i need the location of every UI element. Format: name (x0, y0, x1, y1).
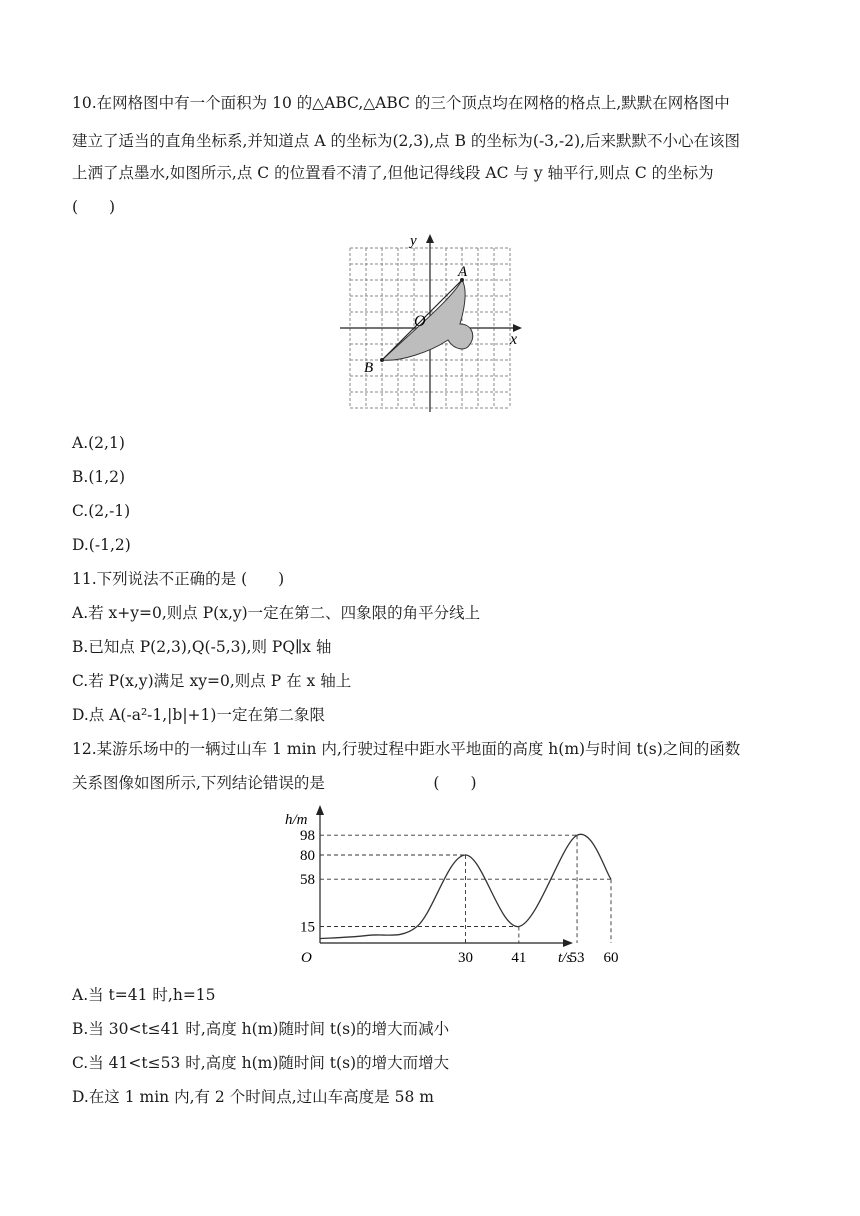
chart-tick-labels (300, 828, 619, 966)
point-b (380, 358, 384, 362)
x-tick-41: 41 (511, 950, 527, 966)
q10-option-c: C.(2,-1) (72, 502, 131, 520)
q12-stem-line-1: 12.某游乐场中的一辆过山车 1 min 内,行驶过程中距水平地面的高度 h(m)与时间 t(s)之间的函数 (72, 740, 741, 758)
y-tick-15: 15 (300, 919, 315, 936)
q12-option-a: A.当 t=41 时,h=15 (72, 986, 216, 1004)
y-axis-label: y (410, 233, 417, 249)
roller-coaster-chart (275, 800, 619, 975)
q10-option-d: D.(-1,2) (72, 536, 131, 554)
q12-option-c: C.当 41<t≤53 时,高度 h(m)随时间 t(s)的增大而增大 (72, 1054, 450, 1072)
q10-option-b: B.(1,2) (72, 468, 126, 486)
x-tick-60: 60 (603, 950, 619, 966)
q11-option-b: B.已知点 P(2,3),Q(-5,3),则 PQ∥x 轴 (72, 638, 332, 656)
y-tick-80: 80 (300, 848, 315, 864)
q12-stem-line-2: 关系图像如图所示,下列结论错误的是 ( ) (72, 774, 477, 792)
q11-option-d: D.点 A(-a²-1,|b|+1)一定在第二象限 (72, 706, 325, 724)
ink-blot (382, 280, 473, 360)
q11-option-c: C.若 P(x,y)满足 xy=0,则点 P 在 x 轴上 (72, 672, 352, 690)
q12-option-b: B.当 30<t≤41 时,高度 h(m)随时间 t(s)的增大而减小 (72, 1020, 450, 1038)
x-axis-label: x (510, 331, 518, 348)
q10-stem-line-3: 上洒了点墨水,如图所示,点 C 的位置看不清了,但他记得线段 AC 与 y 轴平行,则点 C 的坐标为 (72, 164, 714, 182)
chart-guide-lines (320, 835, 611, 943)
chart-origin-label: O (301, 950, 312, 966)
q11-stem: 11.下列说法不正确的是 ( ) (72, 570, 285, 588)
point-b-label: B (364, 360, 374, 376)
q10-stem-line-4: ( ) (72, 198, 116, 216)
x-tick-53: 53 (569, 950, 585, 966)
q10-stem-line-1: 10.在网格图中有一个面积为 10 的△ABC,△ABC 的三个顶点均在网格的格点上,默默在网格图中 (72, 94, 730, 112)
y-tick-58: 58 (300, 872, 315, 889)
point-a-label: A (458, 264, 468, 280)
q11-option-a: A.若 x+y=0,则点 P(x,y)一定在第二、四象限的角平分线上 (72, 604, 481, 622)
origin-label: O (414, 313, 426, 330)
x-axis-title: t/s (558, 950, 573, 966)
q10-grid-figure (330, 228, 530, 413)
q10-option-a: A.(2,1) (72, 434, 125, 452)
y-axis-title: h/m (285, 812, 308, 828)
q12-option-d: D.在这 1 min 内,有 2 个时间点,过山车高度是 58 m (72, 1088, 434, 1106)
x-tick-30: 30 (458, 950, 473, 966)
y-tick-98: 98 (300, 828, 315, 845)
chart-axes (316, 805, 573, 947)
q10-stem-line-2: 建立了适当的直角坐标系,并知道点 A 的坐标为(2,3),点 B 的坐标为(-3,-2),后来默默不小心在该图 (72, 132, 741, 150)
